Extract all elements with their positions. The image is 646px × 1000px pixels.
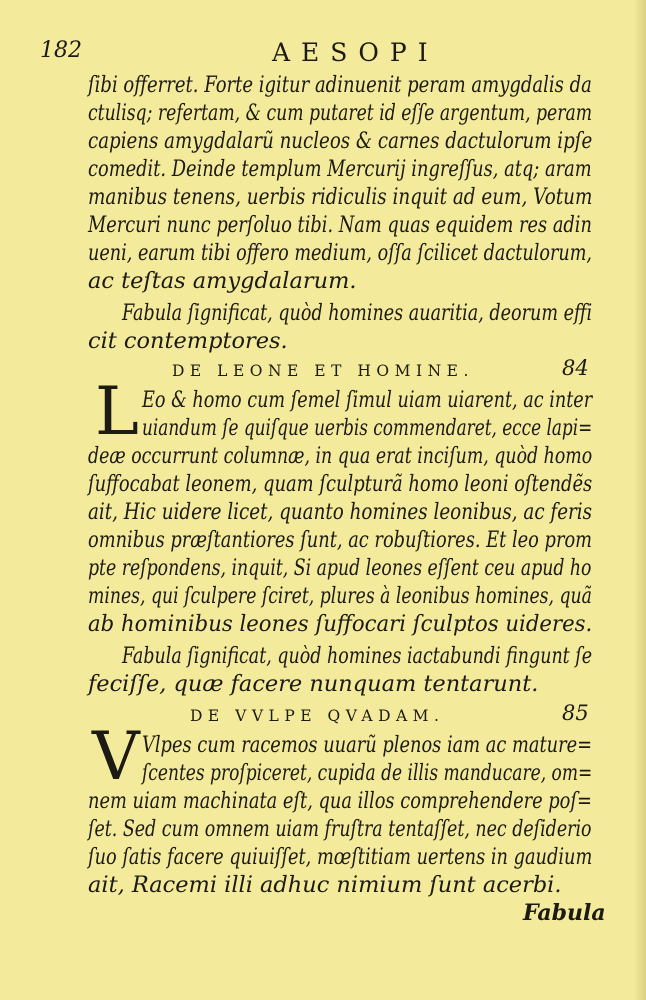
- text-line: mines, qui ſculpere ſciret, plures à leonibus homines, quã: [88, 583, 592, 609]
- text-line: capiens amygdalarũ nucleos & carnes dactulorum ipſe: [88, 128, 593, 154]
- moral-line: Fabula ſignificat, quòd homines auaritia, deorum effi: [122, 300, 593, 326]
- drop-capital: V: [92, 718, 140, 795]
- running-title: AESOPI: [272, 38, 439, 67]
- text-line: nem uiam machinata eſt, qua illos comprehendere poſ=: [88, 788, 592, 814]
- text-line: ſcentes proſpiceret, cupida de illis manducare, om=: [142, 760, 593, 786]
- text-line: omnibus præſtantiores ſunt, ac robuſtiores. Et leo prom: [88, 527, 593, 553]
- page-edge-shadow: [634, 0, 646, 1000]
- text-line: pte reſpondens, inquit, Si apud leones eſſent ceu apud ho: [88, 555, 592, 581]
- text-line: ueni, earum tibi offero medium, oſſa ſcilicet dactulorum,: [88, 240, 593, 266]
- catchword: Fabula: [523, 900, 606, 926]
- text-line: ctulisq; refertam, & cum putaret id eſſe argentum, peram: [88, 100, 593, 126]
- fable-number: 85: [562, 701, 589, 725]
- fable-heading: DE VVLPE QVADAM.: [190, 707, 445, 725]
- text-line: deæ occurrunt columnæ, in qua erat inciſum, quòd homo: [88, 443, 593, 469]
- text-line: ab hominibus leones ſuffocari ſculptos uideres.: [88, 611, 593, 637]
- text-line: ait, Racemi illi adhuc nimium ſunt acerbi.: [88, 872, 562, 898]
- fable-number: 84: [562, 356, 589, 380]
- text-line: ſet. Sed cum omnem uiam fruſtra tentaſſet, nec deſiderio: [88, 816, 592, 842]
- text-line: ſibi offerret. Forte igitur adinuenit peram amygdalis da: [88, 72, 592, 98]
- moral-line: Fabula ſignificat, quòd homines iactabundi fingunt ſe: [122, 643, 593, 669]
- text-line: ait, Hic uidere licet, quanto homines leonibus, ac feris: [88, 499, 593, 525]
- drop-capital: L: [95, 373, 139, 450]
- text-line: uiandum ſe quiſque uerbis commendaret, ecce lapi=: [142, 415, 593, 441]
- text-line: manibus tenens, uerbis ridiculis inquit ad eum, Votum: [88, 184, 593, 210]
- moral-line: cit contemptores.: [88, 328, 288, 354]
- page-number: 182: [40, 38, 82, 63]
- text-line: comedit. Deinde templum Mercurij ingreſſus, atq; aram: [88, 156, 592, 182]
- text-line: Mercuri nunc perſoluo tibi. Nam quas equidem res adin: [88, 212, 592, 238]
- text-line: ac teſtas amygdalarum.: [88, 268, 357, 294]
- text-line: Vlpes cum racemos uuarũ plenos iam ac mature=: [142, 732, 593, 758]
- text-line: Eo & homo cum ſemel ſimul uiam uiarent, ac inter: [142, 387, 593, 413]
- moral-line: feciſſe, quæ facere nunquam tentarunt.: [88, 671, 539, 697]
- page-header: [40, 38, 610, 68]
- text-line: ſuo ſatis facere quiuiſſet, mœſtitiam uertens in gaudium: [88, 844, 593, 870]
- fable-heading: DE LEONE ET HOMINE.: [172, 362, 474, 380]
- text-line: ſuffocabat leonem, quam ſculpturã homo leoni oſtendẽs: [88, 471, 593, 497]
